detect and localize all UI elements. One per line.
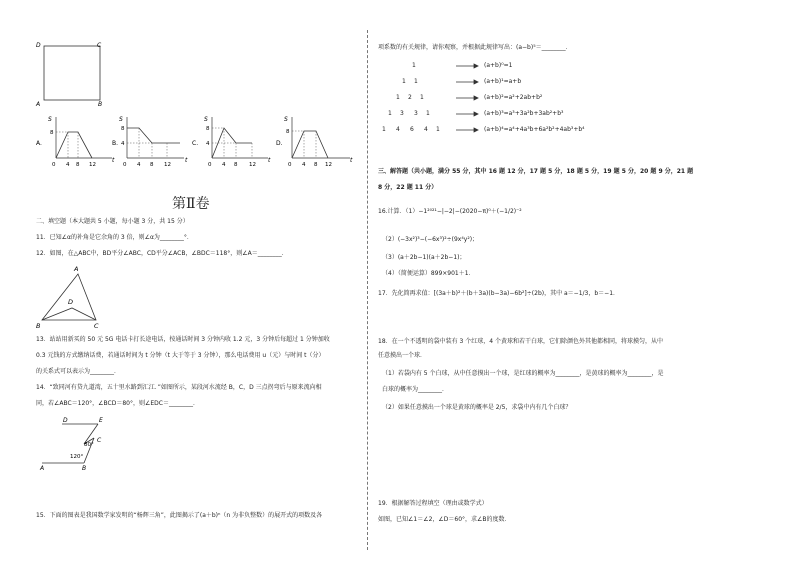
triangle-label-d: D xyxy=(68,298,74,306)
pascal-num: 3 xyxy=(400,110,404,117)
river-angle-120: 120° xyxy=(70,454,84,460)
graph-a-y-label: S xyxy=(48,116,52,123)
graph-c-x-tick-4: 4 xyxy=(222,162,226,168)
question-18-line-1: 18．在一个不透明的袋中装有 3 个红球，4 个黄球和若干白球，它们除颜色外其他都相同，将球摸匀，从中 xyxy=(378,338,663,345)
river-angle-80: 80° xyxy=(84,442,94,448)
pascal-num: 1 xyxy=(382,126,386,133)
river-figure xyxy=(36,414,116,472)
question-14-line-2: 同，若∠ABC＝120°，∠BCD＝80°，则∠EDC＝________． xyxy=(36,400,199,407)
graph-option-c xyxy=(192,114,272,170)
square-label-c: C xyxy=(97,42,102,49)
question-16-part-4: （4）（简便运算）899×901＋1． xyxy=(382,270,475,277)
question-13-line-1: 13．站站用新买的 50 元 5G 电话卡打长途电话，按通话时间 3 分钟内收 1.2 元，3 分钟后每超过 1 分钟加收 xyxy=(36,336,330,343)
graph-d-x-tick-12: 12 xyxy=(325,162,332,168)
river-label-a: A xyxy=(40,465,45,472)
question-11: 11．已知∠α的补角是它余角的 3 倍，则∠α为________°． xyxy=(36,234,193,241)
graph-d-y-tick: 8 xyxy=(286,129,290,135)
pascal-num: 1 xyxy=(426,110,430,117)
column-divider xyxy=(367,30,368,550)
graph-c-y-tick-8: 8 xyxy=(206,126,210,132)
square-label-a: A xyxy=(36,101,41,108)
question-16-part-3: （3）(a＋2b−1)(a＋2b−1)； xyxy=(382,254,466,261)
pascal-formula: (a+b)²=a²+2ab+b² xyxy=(484,94,543,101)
graph-c-y-tick-4: 4 xyxy=(206,141,210,147)
graph-c-x-label: t xyxy=(268,157,271,164)
graph-d-x-tick-8: 8 xyxy=(314,162,318,168)
graph-b-y-tick-8: 8 xyxy=(121,126,125,132)
pascal-num: 1 xyxy=(396,94,400,101)
river-label-d: D xyxy=(63,417,68,424)
graph-c-option-label: C. xyxy=(192,140,199,147)
pascal-num: 2 xyxy=(408,94,412,101)
pascal-num: 1 xyxy=(402,78,406,85)
pascal-formula: (a+b)⁴=a⁴+4a³b+6a²b²+4ab³+b⁴ xyxy=(484,126,585,133)
graph-a-x-tick-0: 0 xyxy=(52,162,56,168)
graph-b-y-tick-4: 4 xyxy=(121,141,125,147)
graph-a-x-label: t xyxy=(112,157,115,164)
graph-a-y-tick: 8 xyxy=(50,130,54,136)
question-13-line-3: 的关系式可以表示为________． xyxy=(36,368,121,375)
square-figure xyxy=(36,40,106,110)
graph-c-x-tick-8: 8 xyxy=(234,162,238,168)
graph-d-y-label: S xyxy=(284,116,288,123)
pascal-num: 3 xyxy=(414,110,418,117)
question-14-line-1: 14．“致同河有贷九道湾，五十里水路到汇江．”如图所示，某段河水流经 B，C，D 三点拐弯后与原来流向相 xyxy=(36,384,322,391)
graph-d-x-tick-0: 0 xyxy=(288,162,292,168)
graph-c-x-tick-0: 0 xyxy=(208,162,212,168)
pascal-formula: (a+b)⁰=1 xyxy=(484,62,513,69)
question-16-part-2: （2）(−3x²)³−(−6x³)²÷(9x⁴y²)； xyxy=(382,236,479,243)
graph-b-x-tick-12: 12 xyxy=(164,162,171,168)
pascal-formula: (a+b)³=a³+3a²b+3ab²+b³ xyxy=(484,110,564,117)
volume-title: 第Ⅱ卷 xyxy=(172,196,210,212)
question-19-line-2: 如图，已知∠1＝∠2，∠D＝60°，求∠B的度数． xyxy=(378,516,511,523)
river-label-e: E xyxy=(99,417,103,424)
question-18-line-2: 任意摸出一个球． xyxy=(378,352,427,359)
graph-b-x-tick-4: 4 xyxy=(137,162,141,168)
section3-heading-line-1: 三、解答题（共小题，满分 55 分，其中 16 题 12 分，17 题 5 分，18 题 5 分，19 题 5 分，20 题 9 分，21 题 xyxy=(378,168,694,175)
river-label-c: C xyxy=(97,437,102,444)
question-13-line-2: 0.3 元钱的方式缴纳话费，若通话时间为 t 分钟（t 大于等于 3 分钟），那么电话费用 u（元）与时间 t（分） xyxy=(36,352,325,359)
graph-c-x-tick-12: 12 xyxy=(249,162,256,168)
question-18-line-5: （2）如果任意摸出一个球是黄球的概率是 2/5，求袋中内有几个白球？ xyxy=(382,404,572,411)
graph-option-b xyxy=(112,114,192,170)
pascal-intro: 项系数的有关规律，请你观察，并根据此规律写出：(a−b)⁵＝________． xyxy=(378,44,572,51)
question-12: 12．如图，在△ABC中，BD平分∠ABC，CD平分∠ACB，∠BDC＝118°，则∠A＝________． xyxy=(36,250,288,257)
pascal-num: 1 xyxy=(414,78,418,85)
graph-d-x-label: t xyxy=(350,157,353,164)
triangle-label-b: B xyxy=(36,322,41,330)
section3-heading-line-2: 8 分，22 题 11 分） xyxy=(378,184,438,191)
pascal-num: 1 xyxy=(420,94,424,101)
square-label-b: B xyxy=(98,101,103,108)
triangle-label-a: A xyxy=(74,265,79,273)
graph-option-d xyxy=(276,114,356,170)
pascal-arrows xyxy=(444,60,480,140)
graph-b-y-label: S xyxy=(119,116,123,123)
pascal-num: 1 xyxy=(412,62,416,69)
question-15-line-1: 15．下面的图表是我国数学家发明的“杨辉三角”，此图揭示了(a＋b)ⁿ（n 为非负整数）的展开式的项数及各 xyxy=(36,512,323,519)
pascal-num: 6 xyxy=(410,126,414,133)
square-label-d: D xyxy=(36,42,41,49)
question-18-line-4: 白球的概率为________． xyxy=(382,386,449,393)
graph-b-x-tick-0: 0 xyxy=(123,162,127,168)
pascal-formula: (a+b)¹=a+b xyxy=(484,78,522,85)
triangle-figure xyxy=(36,264,106,330)
question-16-part-1: 16.计算．（1）−1²⁰²¹−|−2|−(2020−π)⁰＋(−1/2)⁻² xyxy=(378,208,522,215)
graph-a-option-label: A. xyxy=(36,140,42,147)
graph-a-x-tick-12: 12 xyxy=(89,162,96,168)
pascal-num: 1 xyxy=(388,110,392,117)
river-label-b: B xyxy=(82,465,87,472)
graph-b-x-tick-8: 8 xyxy=(150,162,154,168)
question-18-line-3: （1）若袋内有 5 个白球，从中任意摸出一个球，是红球的概率为________，是黄球的概率为________，是 xyxy=(382,370,664,377)
graph-d-x-tick-4: 4 xyxy=(302,162,306,168)
question-17: 17．先化简再求值：[(3a＋b)²＋(b＋3a)(b−3a)−6b²]÷(2b)，其中 a＝−1/3，b＝−1． xyxy=(378,290,620,297)
pascal-num: 4 xyxy=(396,126,400,133)
graph-option-a xyxy=(36,114,119,170)
graph-d-option-label: D. xyxy=(276,140,283,147)
section2-heading: 二、填空题（本大题共 5 小题，每小题 3 分，共 15 分） xyxy=(36,218,189,225)
pascal-num: 1 xyxy=(436,126,440,133)
graph-b-option-label: B. xyxy=(112,140,119,147)
graph-b-x-label: t xyxy=(185,157,188,164)
graph-a-x-tick-8: 8 xyxy=(76,162,80,168)
graph-a-x-tick-4: 4 xyxy=(66,162,70,168)
graph-c-y-label: S xyxy=(204,116,208,123)
question-19-line-1: 19．根据解答过程填空（理由或数学式） xyxy=(378,500,488,507)
triangle-label-c: C xyxy=(94,322,99,330)
pascal-num: 4 xyxy=(424,126,428,133)
